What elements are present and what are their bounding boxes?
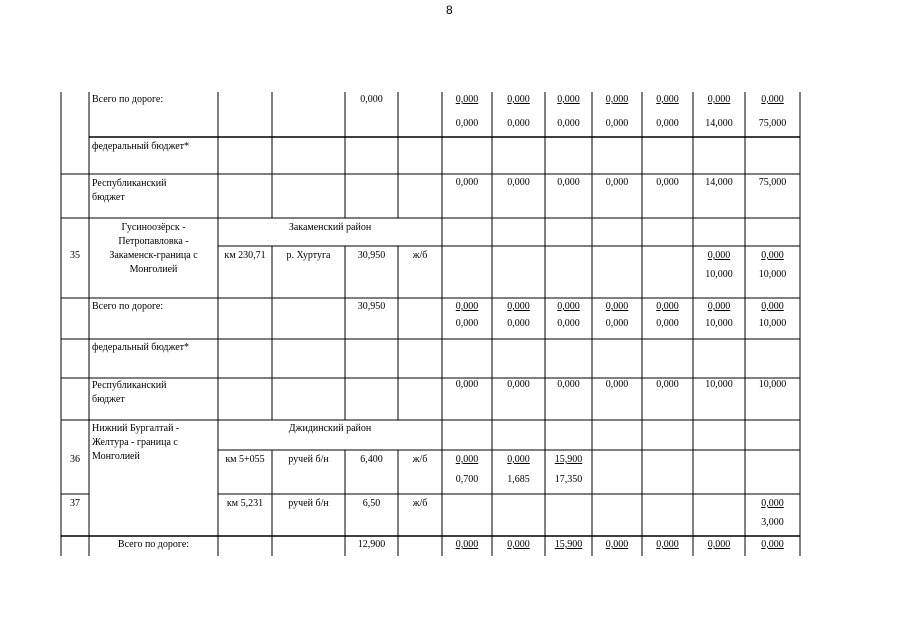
river-name: р. Хуртуга [286,250,331,261]
republic-budget-label: бюджет [92,394,125,405]
republic-value: 0,000 [605,177,629,188]
road-value-bottom: 0,700 [455,474,479,485]
total-top-value: 0,000 [507,94,530,105]
km-mark: км 5,231 [226,498,264,509]
republic-value: 0,000 [656,379,679,390]
total-top-value: 0,000 [761,539,784,550]
total-length: 30,950 [357,301,386,312]
total-bottom-value: 0,000 [557,118,580,129]
total-label: Всего по дороге: [92,301,164,312]
total-top-value: 0,000 [707,301,731,312]
republic-value: 0,000 [455,379,479,390]
republic-value: 0,000 [656,177,679,188]
total-label: Всего по дороге: [92,94,164,105]
total-bottom-value: 0,000 [656,118,679,129]
total-bottom-value: 0,000 [605,118,629,129]
total-top-value: 0,000 [455,539,479,550]
federal-budget-label: федеральный бюджет* [92,141,190,152]
total-top-value: 0,000 [707,539,731,550]
road-value-top: 0,000 [455,454,479,465]
republic-value: 14,000 [705,177,733,188]
bridge-length: 6,400 [360,454,383,465]
road-value-top: 0,000 [761,498,784,509]
road-name: Монголией [129,264,178,275]
total-top-value: 0,000 [656,539,679,550]
road-name: Гусиноозёрск - [121,222,186,233]
total-length: 12,900 [357,539,386,550]
road-value-bottom: 3,000 [761,517,784,528]
road-name: Монголией [92,451,140,462]
road-value-bottom: 10,000 [758,269,787,280]
row-number: 35 [70,250,80,261]
total-bottom-value: 0,000 [605,318,629,329]
total-bottom-value: 14,000 [705,118,733,129]
republic-value: 0,000 [507,379,530,390]
total-top-value: 0,000 [557,94,580,105]
total-top-value: 0,000 [761,94,784,105]
page-number: 8 [446,3,453,17]
road-name: Нижний Бургалтай - [92,423,180,434]
river-name: ручей б/н [288,454,329,465]
total-top-value: 0,000 [707,94,731,105]
river-name: ручей б/н [288,498,329,509]
total-top-value: 0,000 [557,301,580,312]
total-top-value: 0,000 [455,94,479,105]
total-top-value: 0,000 [507,301,530,312]
republic-value: 10,000 [705,379,733,390]
total-bottom-value: 0,000 [507,118,530,129]
road-value-top: 0,000 [507,454,530,465]
total-top-value: 0,000 [656,94,679,105]
district-name: Закаменский район [288,222,372,233]
republic-value: 75,000 [758,177,787,188]
bridge-length: 30,950 [357,250,386,261]
km-mark: км 230,71 [224,250,266,261]
total-top-value: 0,000 [455,301,479,312]
row-number: 36 [70,454,80,465]
republic-value: 10,000 [758,379,787,390]
republic-value: 0,000 [557,177,580,188]
republic-budget-label: Республиканский [92,178,167,189]
road-value-top: 15,900 [554,454,583,465]
total-top-value: 0,000 [605,94,629,105]
total-bottom-value: 0,000 [557,318,580,329]
total-top-value: 15,900 [554,539,583,550]
total-bottom-value: 75,000 [758,118,787,129]
km-mark: км 5+055 [225,454,265,465]
district-name: Джидинский район [288,423,372,434]
republic-budget-label: бюджет [92,192,125,203]
republic-value: 0,000 [455,177,479,188]
total-bottom-value: 0,000 [656,318,679,329]
republic-budget-label: Республиканский [92,380,167,391]
total-top-value: 0,000 [605,539,629,550]
total-bottom-value: 0,000 [455,318,479,329]
road-value-top: 0,000 [707,250,731,261]
total-top-value: 0,000 [656,301,679,312]
road-value-top: 0,000 [761,250,784,261]
bridge-type: ж/б [412,250,428,261]
total-top-value: 0,000 [761,301,784,312]
total-top-value: 0,000 [507,539,530,550]
road-value-bottom: 1,685 [507,474,530,485]
bridge-length: 6,50 [362,498,381,509]
republic-value: 0,000 [605,379,629,390]
republic-value: 0,000 [557,379,580,390]
total-bottom-value: 0,000 [455,118,479,129]
road-value-bottom: 17,350 [554,474,583,485]
bridge-type: ж/б [412,454,428,465]
row-number: 37 [70,498,80,509]
republic-value: 0,000 [507,177,530,188]
bridge-type: ж/б [412,498,428,509]
road-name: Петропавловка - [118,236,189,247]
total-label: Всего по дороге: [117,539,190,550]
total-top-value: 0,000 [605,301,629,312]
total-length: 0,000 [360,94,383,105]
road-name: Желтура - граница с [92,437,178,448]
road-name: Закаменск-граница с [109,250,198,261]
federal-budget-label: федеральный бюджет* [92,342,190,353]
total-bottom-value: 10,000 [705,318,733,329]
road-value-bottom: 10,000 [705,269,733,280]
total-bottom-value: 0,000 [507,318,530,329]
total-bottom-value: 10,000 [758,318,787,329]
